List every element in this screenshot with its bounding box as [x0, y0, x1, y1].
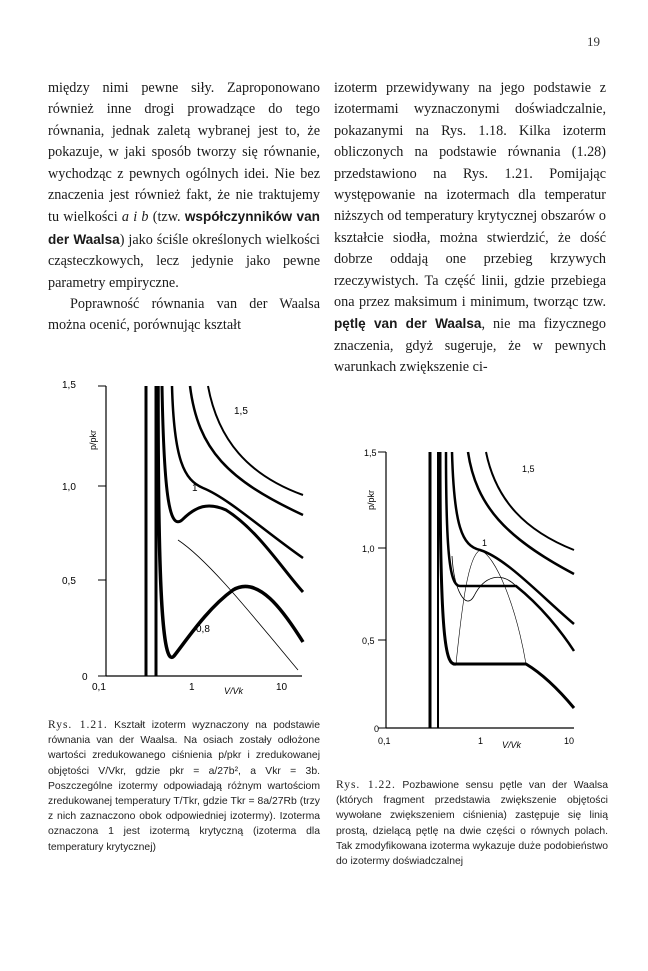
fig21-curve-saddle — [162, 386, 303, 592]
fig22-y-tick-label: 0 — [374, 724, 380, 734]
right-p1-bold-term: pętlę van der Waalsa — [334, 316, 482, 332]
left-p1-vars: a i b — [121, 209, 149, 226]
fig22-dome — [456, 550, 526, 664]
left-p1-text-b: (tzw. — [148, 209, 185, 226]
fig22-x-tick-label: 0,1 — [378, 736, 391, 746]
fig22-curve-label: 1 — [482, 538, 488, 548]
fig21-y-tick-label: 0,5 — [62, 576, 76, 587]
fig21-curve-1-5 — [208, 386, 303, 495]
right-column — [334, 78, 606, 379]
fig21-curve-label: 1 — [192, 483, 198, 494]
fig22-y-axis-label: p/pkr — [366, 489, 376, 510]
page-number: 19 — [587, 34, 600, 49]
fig22-curve-upper — [468, 452, 574, 574]
fig22-vdw-loop — [452, 556, 516, 601]
fig21-curve-thin — [178, 540, 298, 670]
fig22-caption-lead: Rys. 1.22. — [336, 779, 396, 791]
fig21-y-axis-label: p/pkr — [88, 429, 98, 450]
left-p1-text-c: ) jako ściśle określonych wielkości cząsteczkowych, lecz jedynie jako pewne parametry empiryczne. — [48, 231, 320, 291]
figure-1-22-caption — [336, 778, 608, 869]
fig21-curve-label: 0,8 — [196, 624, 210, 635]
fig22-x-tick-label: 10 — [564, 736, 575, 746]
left-p1-text-a: między nimi pewne siły. Zaproponowano również inne drogi prowadzące do tego równania, jednak zaletą wybranej jest to, że pokazuje, w jaki sposób tworzy się równanie, wychodząc z pewnych ogólnych idei. Nie bez znaczenia jest również fakt, że nie traktujemy tu wielkości — [48, 80, 320, 226]
fig21-x-axis-label: V/Vk — [224, 686, 244, 696]
fig21-curve-label: 1,5 — [234, 406, 248, 417]
right-p1-text-a: izoterm przewidywany na jego podstawie z izotermami wyznaczonymi doświadczalnie, pokazanymi na Rys. 1.18. Kilka izoterm obliczonych na podstawie równania (1.28) przedstawiono na Rys. 1.21. Pomijając występowanie na izotermach dla temperatur niższych od temperatury krytycznej obszarów o kształcie siodła, można stwierdzić, że dość dobrze oddają one przebieg krzywych rzeczywistych. Ta część linii, gdzie przebiega ona przez maksimum i minimum, tworząc tzw. — [334, 80, 606, 311]
fig21-y-tick-label: 1,5 — [62, 380, 76, 391]
figure-1-21-caption — [48, 718, 320, 855]
fig22-caption-text: Pozbawione sensu pętle van der Waalsa (których fragment przedstawia zwiększenie objętości wywołane zwiększeniem ciśnienia) zastępuje się linią prostą, dzielącą pętlę na dwie części o równych polach. Tak zmodyfikowana izoterma wykazuje duże podobieństwo do izotermy doświadczalnej — [336, 780, 608, 868]
fig22-curve-label: 1,5 — [522, 464, 535, 474]
left-column — [48, 78, 320, 337]
fig22-y-tick-label: 0,5 — [362, 636, 375, 646]
fig21-x-tick-label: 0,1 — [92, 682, 106, 693]
fig22-x-tick-label: 1 — [478, 736, 484, 746]
figure-1-22 — [356, 446, 596, 766]
fig22-y-tick-label: 1,0 — [362, 544, 375, 554]
fig22-x-axis-label: V/Vk — [502, 740, 522, 750]
fig22-curve-lowest — [440, 452, 574, 708]
left-paragraph-2: Poprawność równania van der Waalsa można ocenić, porównując kształt — [48, 296, 320, 334]
right-paragraph-1 — [334, 78, 606, 379]
left-paragraph-1 — [48, 78, 320, 294]
fig22-y-tick-label: 1,5 — [364, 448, 377, 458]
fig22-curve-critical — [452, 452, 574, 624]
fig21-caption-text: Kształt izoterm wyznaczony na podstawie równania van der Waalsa. Na osiach zostały odłożone wartości zredukowanego ciśnienia p/pkr i zredukowanej objętości V/Vkr, gdzie pkr = a/27b², a Vkr = 3b. Poszczególne izotermy odpowiadają różnym wartościom zredukowanej temperatury T/Tkr, gdzie Tkr = 8a/27Rb (trzy z nich zaznaczono obok odpowiedniej izotermy). Izoterma oznaczona 1 jest izotermą krytyczną (izoterma dla temperatury krytycznej) — [48, 720, 320, 853]
fig21-y-tick-label: 0 — [82, 672, 88, 683]
figure-1-21 — [58, 380, 326, 710]
fig21-x-tick-label: 1 — [189, 682, 195, 693]
left-p1-bold-term: współczynników van der Waalsa — [48, 209, 320, 247]
fig21-x-tick-label: 10 — [276, 682, 288, 693]
fig21-y-tick-label: 1,0 — [62, 482, 76, 493]
fig21-caption-lead: Rys. 1.21. — [48, 719, 108, 731]
right-p1-text-b: , nie ma fizycznego znaczenia, gdyż sugeruje, że w pewnych warunkach zwiększenie ci- — [334, 316, 606, 376]
fig22-curve-lower — [446, 452, 574, 651]
